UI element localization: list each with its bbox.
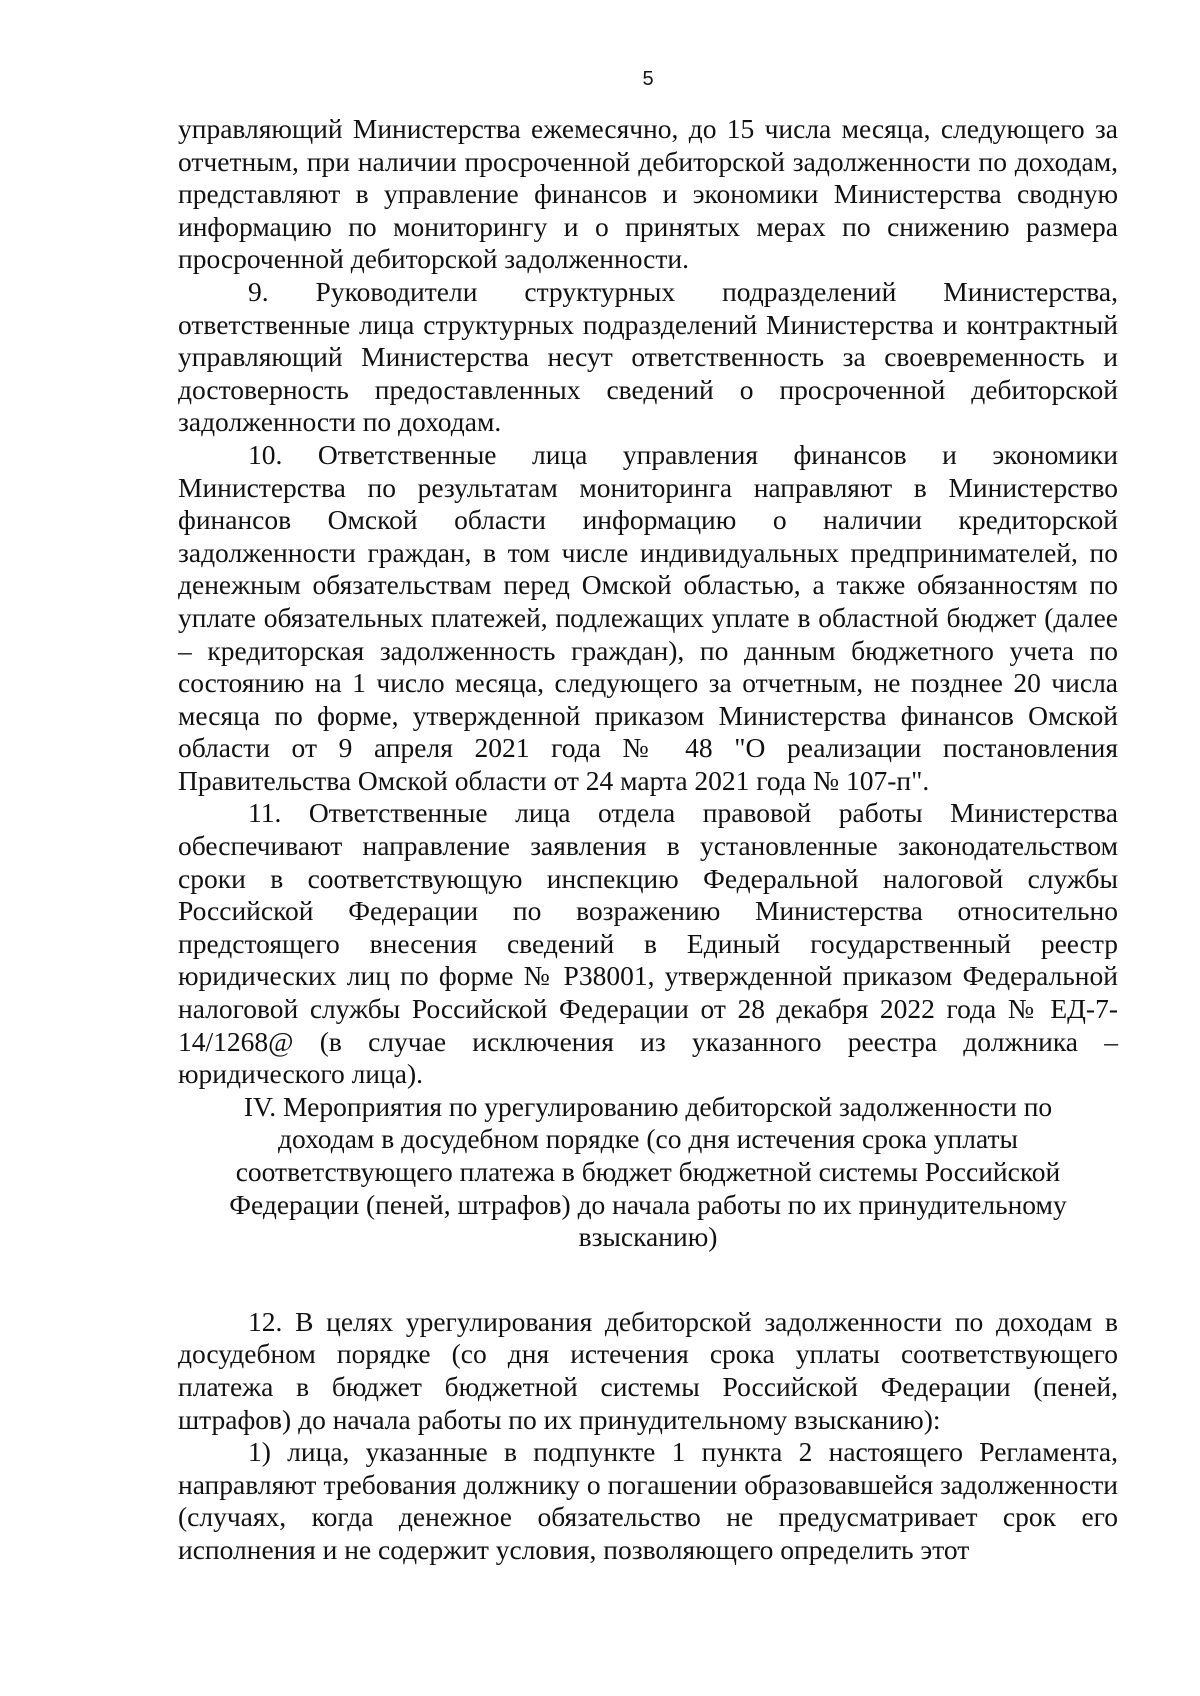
- paragraph-10: 10. Ответственные лица управления финансов и экономики Министерства по результатам мониторинга направляют в Министерство финансов Омской области информацию о наличии кредиторской задолженности граждан, в том числе индивидуальных предпринимателей, по денежным обязательствам перед Омской областью, а также обязанностям по уплате обязательных платежей, подлежащих уплате в областной бюджет (далее – кредиторская задолженность граждан), по данным бюджетного учета по состоянию на 1 число месяца, следующего за отчетным, не позднее 20 числа месяца по форме, утвержденной приказом Министерства финансов Омской области от 9 апреля 2021 года № 48 "О реализации постановления Правительства Омской области от 24 марта 2021 года № 107-п".: [178, 438, 1118, 796]
- document-page: [178, 0, 1118, 1696]
- paragraph-continuation: управляющий Министерства ежемесячно, до 15 числа месяца, следующего за отчетным, при наличии просроченной дебиторской задолженности по доходам, представляют в управление финансов и экономики Министерства сводную информацию по мониторингу и о принятых мерах по снижению размера просроченной дебиторской задолженности.: [178, 113, 1118, 275]
- document-body: [178, 113, 1118, 1567]
- paragraph-11: 11. Ответственные лица отдела правовой работы Министерства обеспечивают направление заявления в установленные законодательством сроки в соответствующую инспекцию Федеральной налоговой службы Российской Федерации по возражению Министерства относительно предстоящего внесения сведений в Единый государственный реестр юридических лиц по форме № Р38001, утвержденной приказом Федеральной налоговой службы Российской Федерации от 28 декабря 2022 года № ЕД-7-14/1268@ (в случае исключения из указанного реестра должника – юридического лица).: [178, 797, 1118, 1090]
- paragraph-12-item-1: 1) лица, указанные в подпункте 1 пункта 2 настоящего Регламента, направляют требования должнику о погашении образовавшейся задолженности (случаях, когда денежное обязательство не предусматривает срок его исполнения и не содержит условия, позволяющего определить этот: [178, 1436, 1118, 1565]
- page-number: 5: [642, 68, 654, 90]
- paragraph-9: 9. Руководители структурных подразделений Министерства, ответственные лица структурных подразделений Министерства и контрактный управляющий Министерства несут ответственность за своевременность и достоверность предоставленных сведений о просроченной дебиторской задолженности по доходам.: [178, 275, 1118, 438]
- section-heading: IV. Мероприятия по урегулированию дебиторской задолженности по доходам в досудебном порядке (со дня истечения срока уплаты соответствующего платежа в бюджет бюджетной системы Российской Федерации (пеней, штрафов) до начала работы по их принудительному взысканию): [229, 1090, 1067, 1253]
- paragraph-12: 12. В целях урегулирования дебиторской задолженности по доходам в досудебном порядке (со дня истечения срока уплаты соответствующего платежа в бюджет бюджетной системы Российской Федерации (пеней, штрафов) до начала работы по их принудительному взысканию):: [178, 1305, 1118, 1435]
